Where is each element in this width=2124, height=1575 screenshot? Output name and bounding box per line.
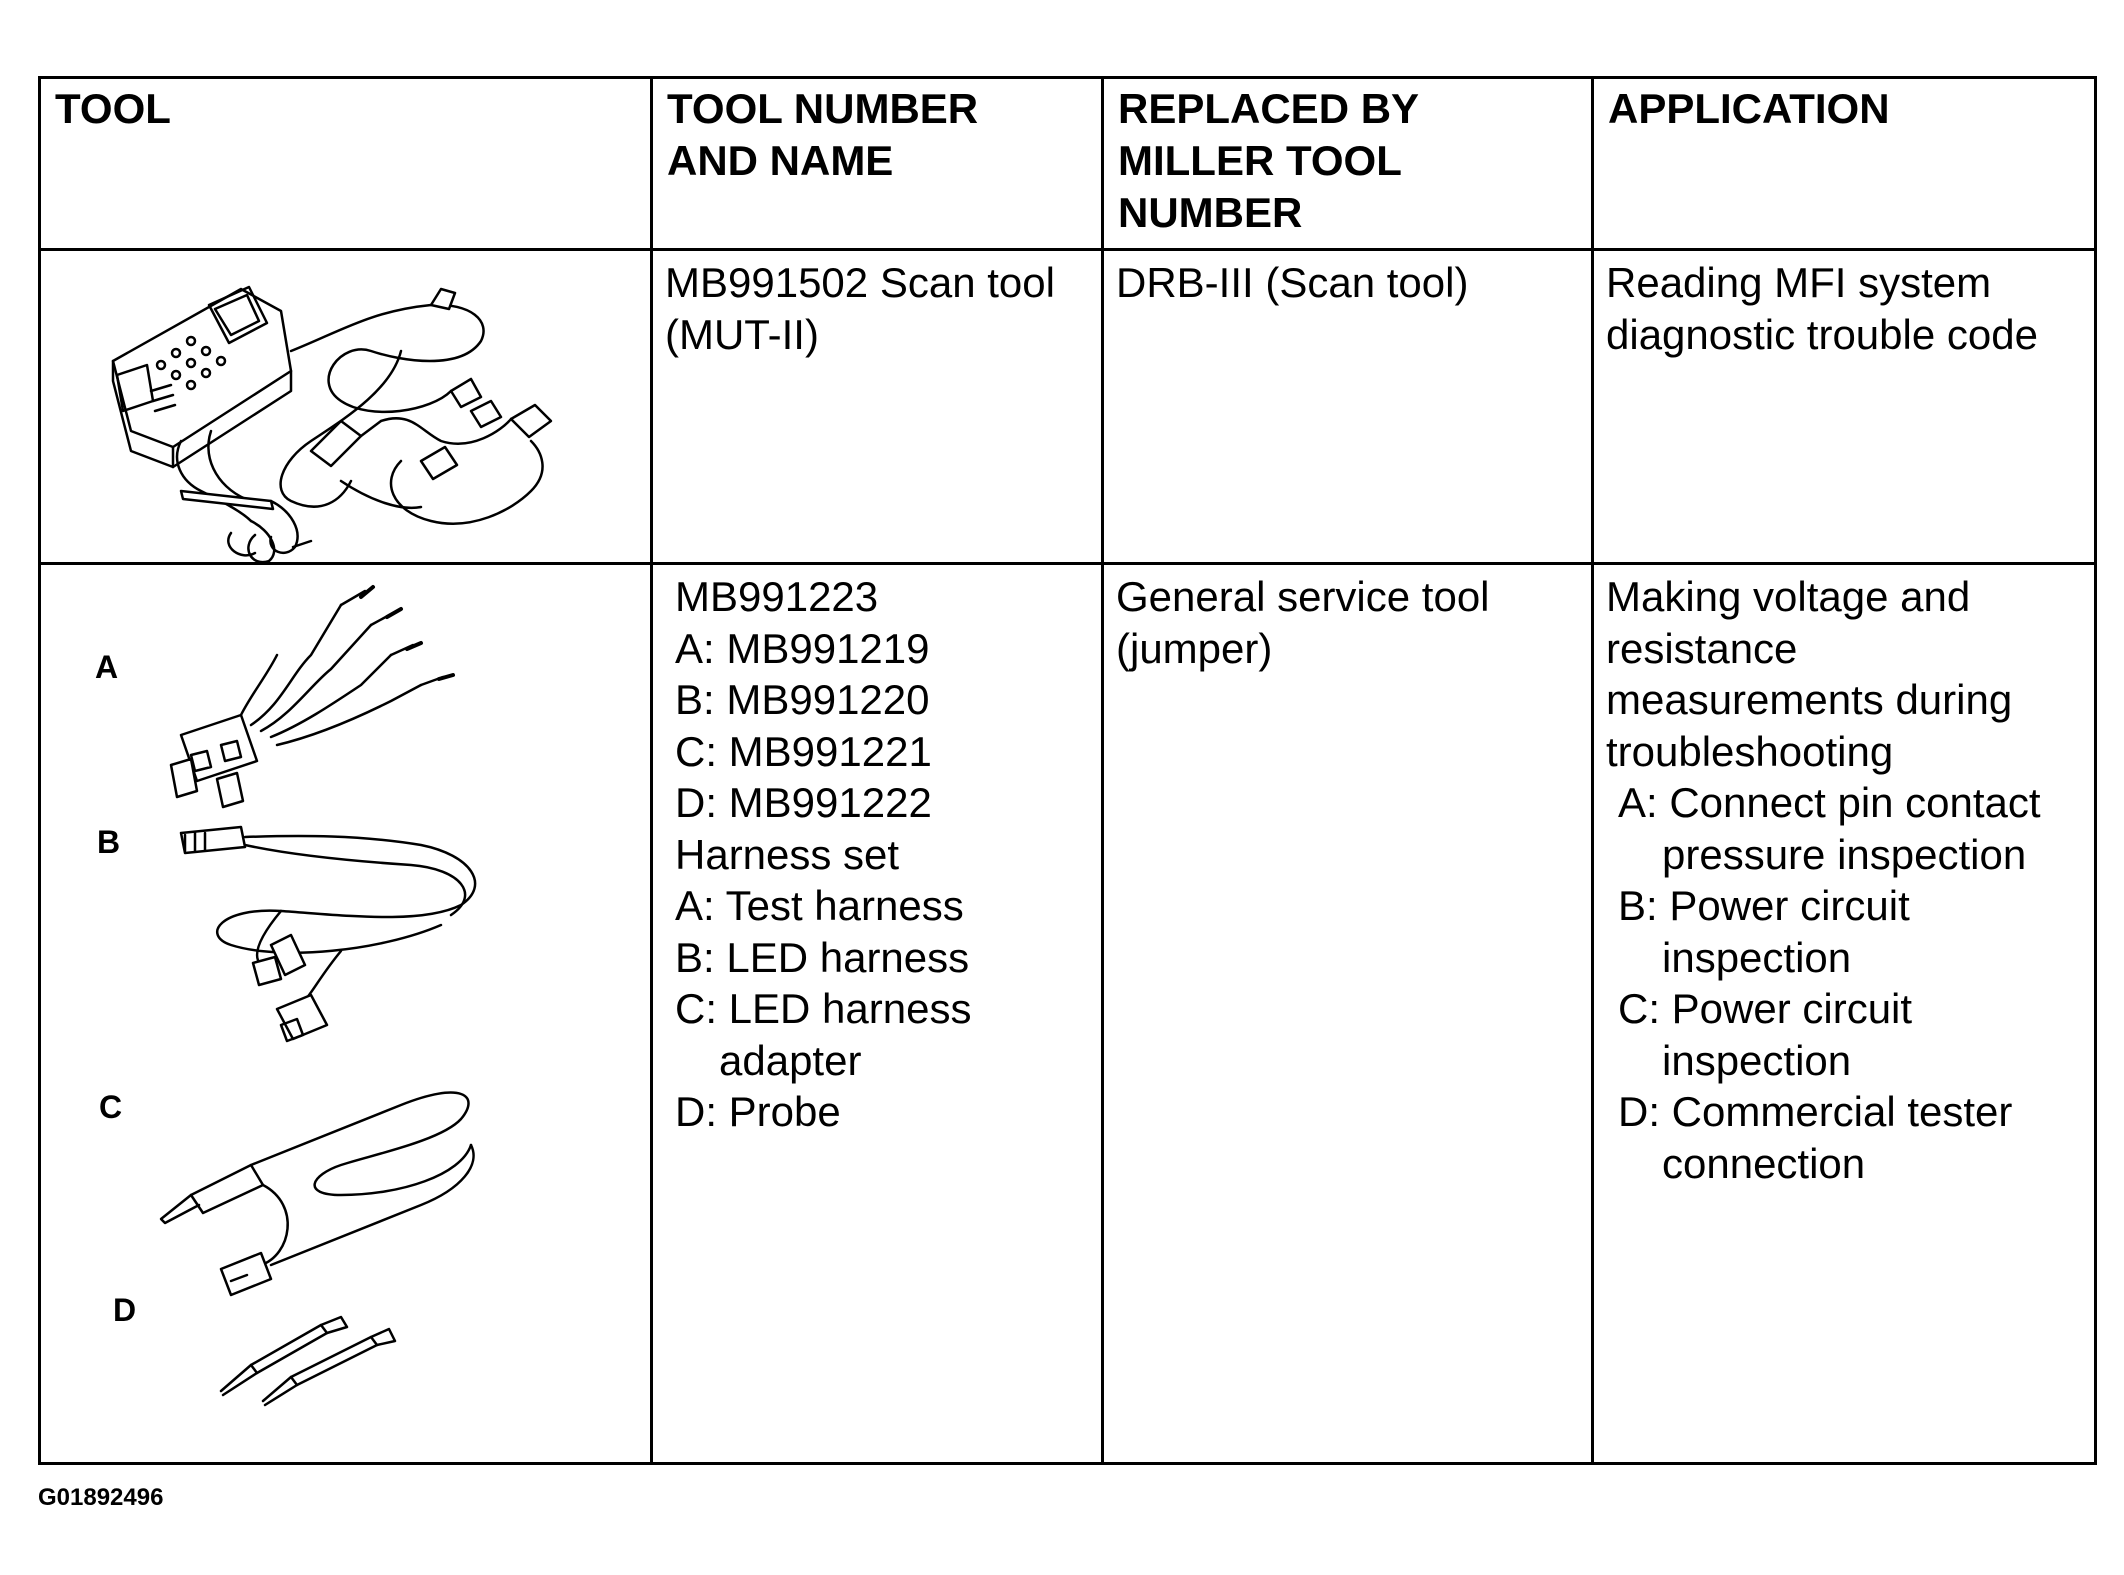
application-cell	[1593, 564, 2096, 1464]
tool-number-line: D: Probe	[675, 1088, 841, 1135]
tool-number-line: MB991502 Scan tool	[665, 259, 1055, 306]
application-item-label: C: Power circuit	[1618, 985, 1913, 1032]
replaced-by-cell	[1103, 564, 1593, 1464]
label-d: D	[113, 1292, 137, 1328]
application-line: troubleshooting	[1606, 727, 1894, 775]
tool-number-line: B: LED harness	[675, 933, 970, 981]
label-a: A	[95, 649, 119, 685]
tool-number-line: C: MB991221	[675, 727, 932, 775]
application-item	[1606, 1086, 2094, 1189]
label-b: B	[97, 824, 121, 860]
header-row	[40, 78, 2096, 250]
application-item-label: A: Connect pin contact	[1618, 779, 2041, 826]
tool-number-line: A: MB991219	[675, 624, 930, 672]
tool-number-cell	[652, 564, 1103, 1464]
application-line: resistance	[1606, 624, 1798, 672]
application-item-cont: connection	[1662, 1139, 1866, 1187]
application-cell	[1593, 250, 2096, 564]
replaced-by-cell	[1103, 250, 1593, 564]
tool-number-line: MB991223	[675, 573, 879, 620]
replaced-by-line: General service tool	[1116, 573, 1490, 620]
label-c: C	[99, 1089, 123, 1125]
application-item-cont: inspection	[1662, 1036, 1852, 1084]
header-tool: TOOL	[40, 78, 652, 250]
tool-number-line: D: MB991222	[675, 779, 932, 826]
tool-number-line: B: MB991220	[675, 676, 930, 723]
tool-number-line: C: LED harness	[675, 985, 972, 1032]
table-row	[40, 250, 2096, 564]
application-item	[1606, 983, 2094, 1086]
table-row	[40, 564, 2096, 1464]
header-application: APPLICATION	[1593, 78, 2096, 250]
tool-number-line: Harness set	[675, 830, 900, 878]
replaced-by-line: (jumper)	[1116, 624, 1273, 672]
replaced-by-line: DRB-III (Scan tool)	[1116, 259, 1469, 306]
application-item-cont: inspection	[1662, 933, 1852, 981]
application-line: diagnostic trouble code	[1606, 310, 2038, 358]
application-item-cont: pressure inspection	[1662, 830, 2027, 878]
tool-number-cell	[652, 250, 1103, 564]
application-item-label: D: Commercial tester	[1618, 1088, 2013, 1135]
scan-tool-illustration	[40, 250, 652, 564]
tool-number-line: A: Test harness	[675, 882, 964, 929]
tool-number-line: (MUT-II)	[665, 310, 819, 358]
harness-set-illustration	[40, 564, 652, 1464]
scan-tool-icon	[41, 251, 653, 565]
figure-code: G01892496	[38, 1484, 164, 1511]
harness-icon	[41, 565, 653, 1465]
application-line: Making voltage and	[1606, 573, 1971, 620]
application-item-label: B: Power circuit	[1618, 882, 1910, 929]
application-item	[1606, 777, 2094, 880]
application-line: Reading MFI system	[1606, 259, 1992, 306]
header-tool-number-and-name: TOOL NUMBER AND NAME	[652, 78, 1103, 250]
tool-number-line: adapter	[719, 1036, 862, 1084]
special-tools-table	[38, 76, 2097, 1465]
header-replaced-by: REPLACED BY MILLER TOOL NUMBER	[1103, 78, 1593, 250]
application-item	[1606, 880, 2094, 983]
application-line: measurements during	[1606, 676, 2013, 723]
